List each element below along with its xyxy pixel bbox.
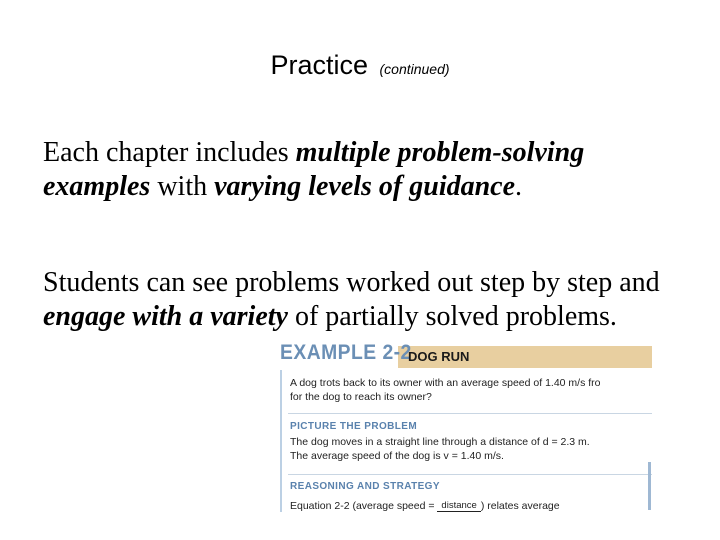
p2-text-2: of partially solved problems. [287, 301, 617, 332]
equation-lhs: average speed = [355, 500, 435, 512]
title-main: Practice [270, 50, 368, 80]
picture-line-2: The average speed of the dog is v = 1.40 m/s. [290, 450, 504, 462]
example-label: EXAMPLE 2-2 [280, 341, 412, 364]
p1-emphasis-2: varying levels of guidance [214, 171, 516, 202]
example-right-edge [648, 462, 651, 510]
paragraph-2 [43, 266, 693, 334]
paren-open: ( [352, 500, 356, 512]
section-heading-picture: PICTURE THE PROBLEM [290, 421, 418, 432]
question-line-1: A dog trots back to its owner with an average speed of 1.40 m/s fro [290, 377, 601, 389]
picture-line-1: The dog moves in a straight line through a distance of d = 2.3 m. [290, 436, 590, 448]
p1-text-3: . [515, 171, 523, 202]
p1-text-1: Each chapter includes [43, 137, 296, 168]
example-question [290, 376, 601, 404]
title-subtitle: (continued) [379, 61, 450, 77]
equation-line [290, 500, 560, 512]
picture-text [290, 435, 590, 463]
p1-emphasis-1: multiple problem-solving examples [43, 137, 585, 202]
example-name: DOG RUN [408, 349, 470, 364]
equation-fraction [437, 500, 480, 512]
p1-text-2: with [150, 171, 215, 202]
section-heading-reasoning: REASONING AND STRATEGY [290, 481, 440, 492]
example-header [280, 340, 652, 368]
paren-close: ) [480, 500, 485, 512]
question-line-2: for the dog to reach its owner? [290, 391, 432, 403]
slide-title [0, 50, 720, 81]
divider [288, 413, 652, 414]
p2-text-1: Students can see problems worked out step by step and [43, 267, 660, 298]
example-excerpt-image [280, 340, 652, 512]
equation-ref: Equation 2-2 [290, 500, 350, 512]
p2-emphasis: engage with a variety [43, 301, 288, 332]
paragraph-1 [43, 136, 693, 204]
equation-suffix: relates average [487, 500, 560, 512]
divider [288, 474, 652, 475]
fraction-numerator: distance [437, 500, 480, 512]
